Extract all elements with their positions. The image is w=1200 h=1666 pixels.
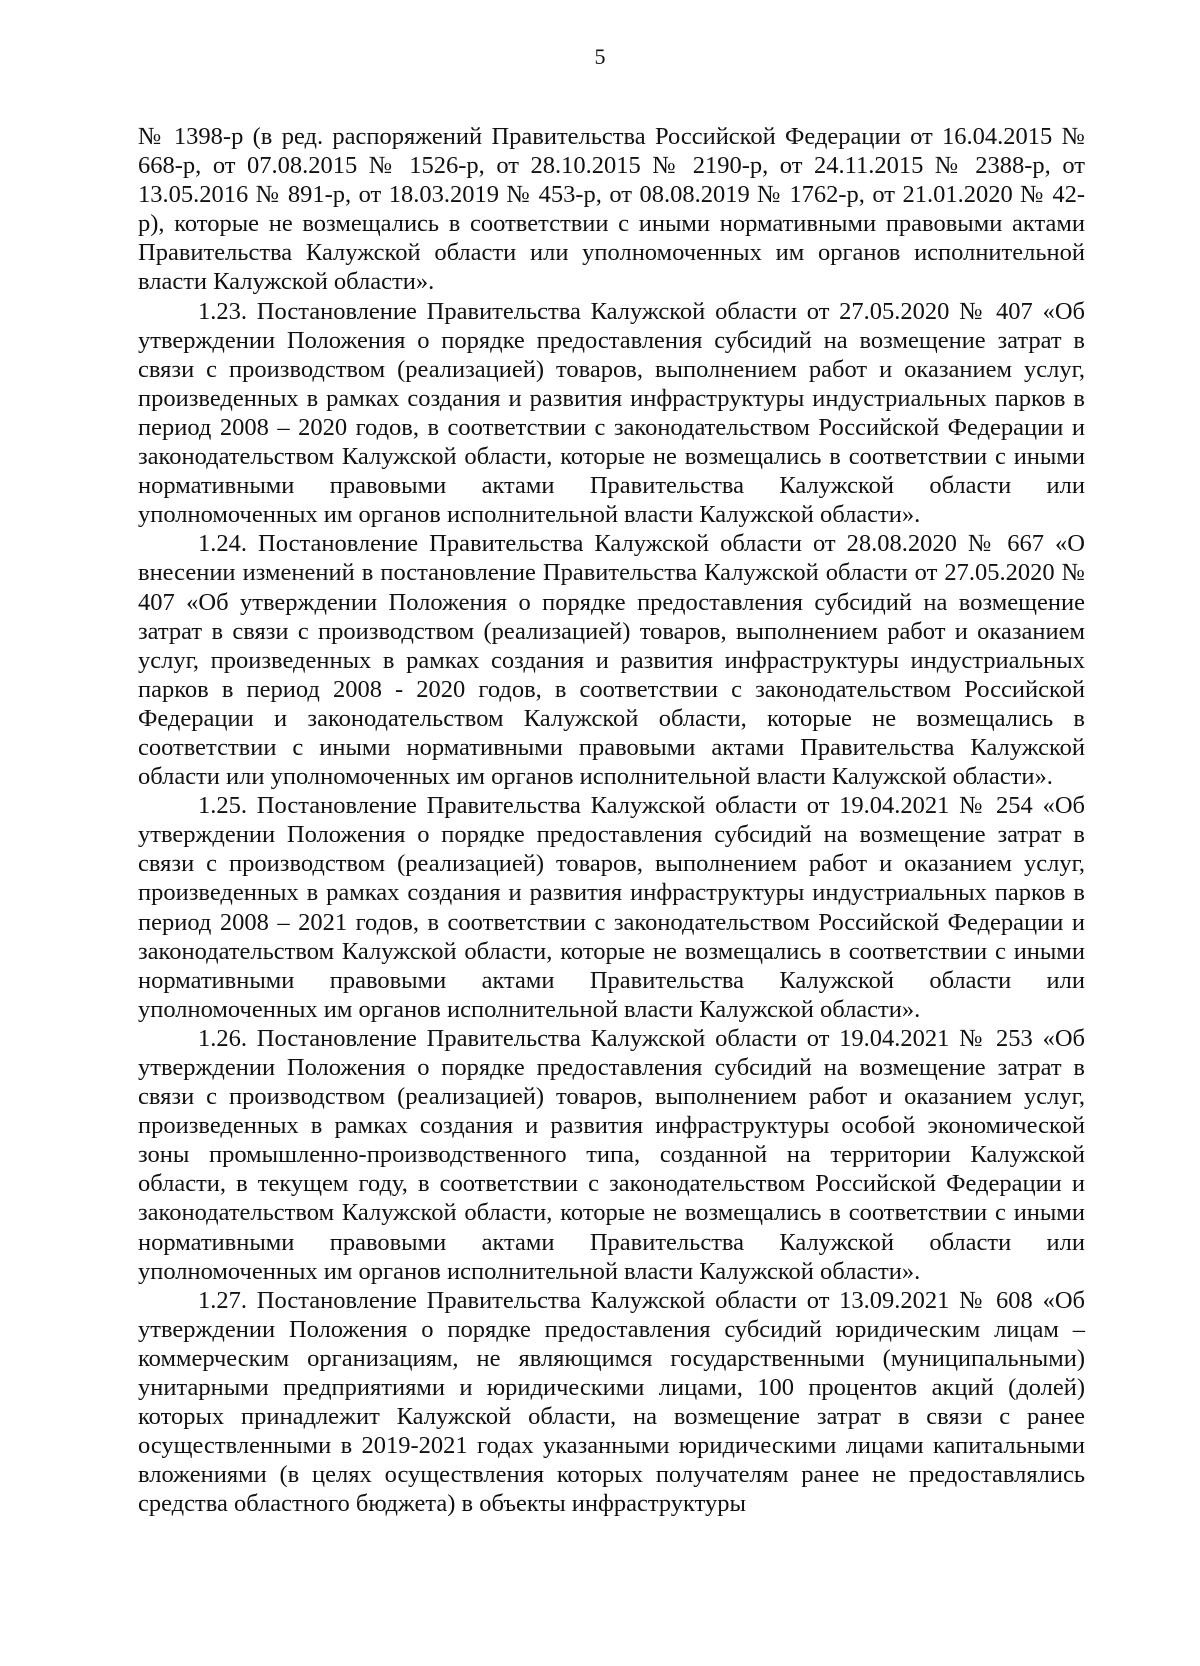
paragraph-item-1-24: 1.24. Постановление Правительства Калужской области от 28.08.2020 № 667 «О внесении изменений в постановление Правительства Калужской области от 27.05.2020 № 407 «Об утверждении Положения о порядке предоставления субсидий на возмещение затрат в связи с производством (реализацией) товаров, выполнением работ и оказанием услуг, произведенных в рамках создания и развития инфраструктуры индустриальных парков в период 2008 - 2020 годов, в соответствии с законодательством Российской Федерации и законодательством Калужской области, которые не возмещались в соответствии с иными нормативными правовыми актами Правительства Калужской области или уполномоченных им органов исполнительной власти Калужской области». [138, 530, 1085, 791]
document-body [138, 122, 1085, 1519]
paragraph-item-1-27: 1.27. Постановление Правительства Калужской области от 13.09.2021 № 608 «Об утверждении Положения о порядке предоставления субсидий юридическим лицам – коммерческим организациям, не являющимся государственными (муниципальными) унитарными предприятиями и юридическими лицами, 100 процентов акций (долей) которых принадлежит Калужской области, на возмещение затрат в связи с ранее осуществленными в 2019-2021 годах указанными юридическими лицами капитальными вложениями (в целях осуществления которых получателям ранее не предоставлялись средства областного бюджета) в объекты инфраструктуры [138, 1286, 1085, 1518]
paragraph-item-1-25: 1.25. Постановление Правительства Калужской области от 19.04.2021 № 254 «Об утверждении Положения о порядке предоставления субсидий на возмещение затрат в связи с производством (реализацией) товаров, выполнением работ и оказанием услуг, произведенных в рамках создания и развития инфраструктуры индустриальных парков в период 2008 – 2021 годов, в соответствии с законодательством Российской Федерации и законодательством Калужской области, которые не возмещались в соответствии с иными нормативными правовыми актами Правительства Калужской области или уполномоченных им органов исполнительной власти Калужской области». [138, 792, 1085, 1023]
page-number: 5 [594, 44, 606, 69]
paragraph-item-1-26: 1.26. Постановление Правительства Калужской области от 19.04.2021 № 253 «Об утверждении Положения о порядке предоставления субсидий на возмещение затрат в связи с производством (реализацией) товаров, выполнением работ и оказанием услуг, произведенных в рамках создания и развития инфраструктуры особой экономической зоны промышленно-производственного типа, созданной на территории Калужской области, в текущем году, в соответствии с законодательством Российской Федерации и законодательством Калужской области, которые не возмещались в соответствии с иными нормативными правовыми актами Правительства Калужской области или уполномоченных им органов исполнительной власти Калужской области». [138, 1024, 1085, 1285]
paragraph-continuation: № 1398-р (в ред. распоряжений Правительства Российской Федерации от 16.04.2015 № 668-р, от 07.08.2015 № 1526-р, от 28.10.2015 № 2190-р, от 24.11.2015 № 2388-р, от 13.05.2016 № 891-р, от 18.03.2019 № 453-р, от 08.08.2019 № 1762-р, от 21.01.2020 № 42-р), которые не возмещались в соответствии с иными нормативными правовыми актами Правительства Калужской области или уполномоченных им органов исполнительной власти Калужской области». [138, 123, 1085, 296]
paragraph-item-1-23: 1.23. Постановление Правительства Калужской области от 27.05.2020 № 407 «Об утверждении Положения о порядке предоставления субсидий на возмещение затрат в связи с производством (реализацией) товаров, выполнением работ и оказанием услуг, произведенных в рамках создания и развития инфраструктуры индустриальных парков в период 2008 – 2020 годов, в соответствии с законодательством Российской Федерации и законодательством Калужской области, которые не возмещались в соответствии с иными нормативными правовыми актами Правительства Калужской области или уполномоченных им органов исполнительной власти Калужской области». [138, 297, 1085, 529]
